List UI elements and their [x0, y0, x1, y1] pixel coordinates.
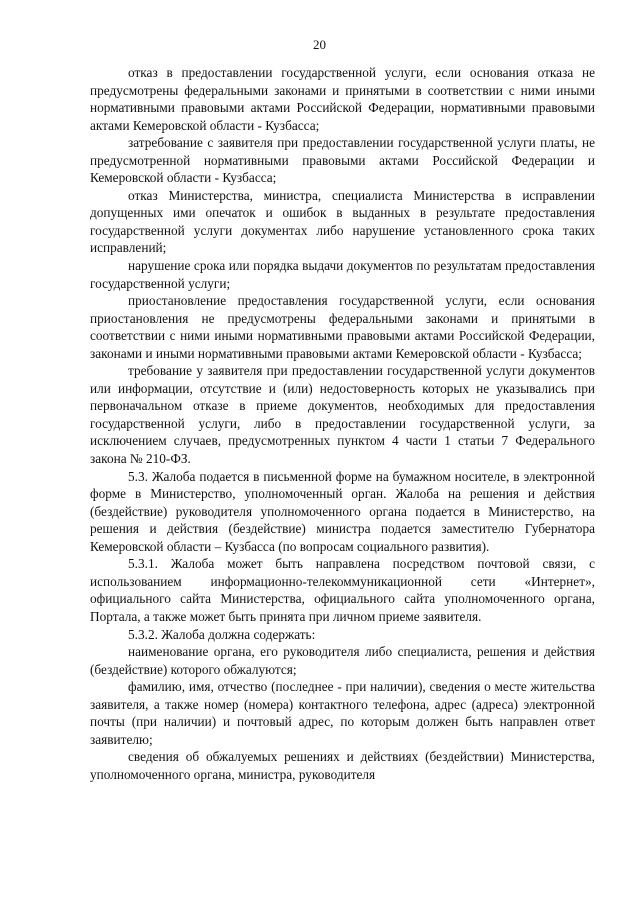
paragraph-applicant-info: фамилию, имя, отчество (последнее - при наличии), сведения о месте жительства заявителя, а также номер (номера) контактного телефона, адрес (адреса) электронной почты (при наличии) и почтовый адрес, по которым должен быть направлен ответ заявителю; — [90, 679, 595, 747]
paragraph-issuance-violation: нарушение срока или порядка выдачи документов по результатам предоставления государственной услуги; — [90, 258, 595, 291]
paragraph-fee-demand: затребование с заявителя при предоставлении государственной услуги платы, не предусмотренной нормативными правовыми актами Российской Федерации и Кемеровской области - Кузбасса; — [90, 135, 595, 186]
document-body — [90, 64, 595, 783]
paragraph-refusal-of-service: отказ в предоставлении государственной услуги, если основания отказа не предусмотрены федеральными законами и принятыми в соответствии с ними иными нормативными правовыми актами Российской Федерации, нормативными правовыми актами Кемеровской области - Кузбасса; — [90, 65, 595, 133]
paragraph-5-3-1: 5.3.1. Жалоба может быть направлена посредством почтовой связи, с использованием информационно-телекоммуникационной сети «Интернет», официального сайта Министерства, официального сайта уполномоченного органа, Портала, а также может быть принята при личном приеме заявителя. — [90, 556, 595, 624]
page-number: 20 — [313, 37, 326, 52]
paragraph-suspension: приостановление предоставления государственной услуги, если основания приостановления не предусмотрены федеральными законами и принятыми в соответствии с ними иными нормативными правовыми актами Российской Федерации, законами и иными нормативными правовыми актами Кемеровской области - Кузбасса; — [90, 293, 595, 361]
paragraph-document-demand: требование у заявителя при предоставлении государственной услуги документов или информации, отсутствие и (или) недостоверность которых не указывались при первоначальном отказе в приеме документов, необходимых для предоставления государственной услуги, либо в предоставлении государственной услуги, за исключением случаев, предусмотренных пунктом 4 части 1 статьи 7 Федерального закона № 210-ФЗ. — [90, 363, 595, 467]
paragraph-organ-name: наименование органа, его руководителя либо специалиста, решения и действия (бездействие) которого обжалуются; — [90, 644, 595, 677]
paragraph-appealed-decisions: сведения об обжалуемых решениях и действиях (бездействии) Министерства, уполномоченного органа, министра, руководителя — [90, 749, 595, 782]
paragraph-refusal-to-correct: отказ Министерства, министра, специалиста Министерства в исправлении допущенных ими опечаток и ошибок в выданных в результате предоставления государственной услуги документах либо нарушение установленного срока таких исправлений; — [90, 187, 595, 256]
paragraph-5-3: 5.3. Жалоба подается в письменной форме на бумажном носителе, в электронной форме в Министерство, уполномоченный орган. Жалоба на решения и действия (бездействие) руководителя уполномоченного органа подается в Министерство, на решения и действия (бездействие) министра подается заместителю Губернатора Кемеровской области – Кузбасса (по вопросам социального развития). — [90, 468, 595, 554]
paragraph-5-3-2: 5.3.2. Жалоба должна содержать: — [128, 626, 316, 642]
